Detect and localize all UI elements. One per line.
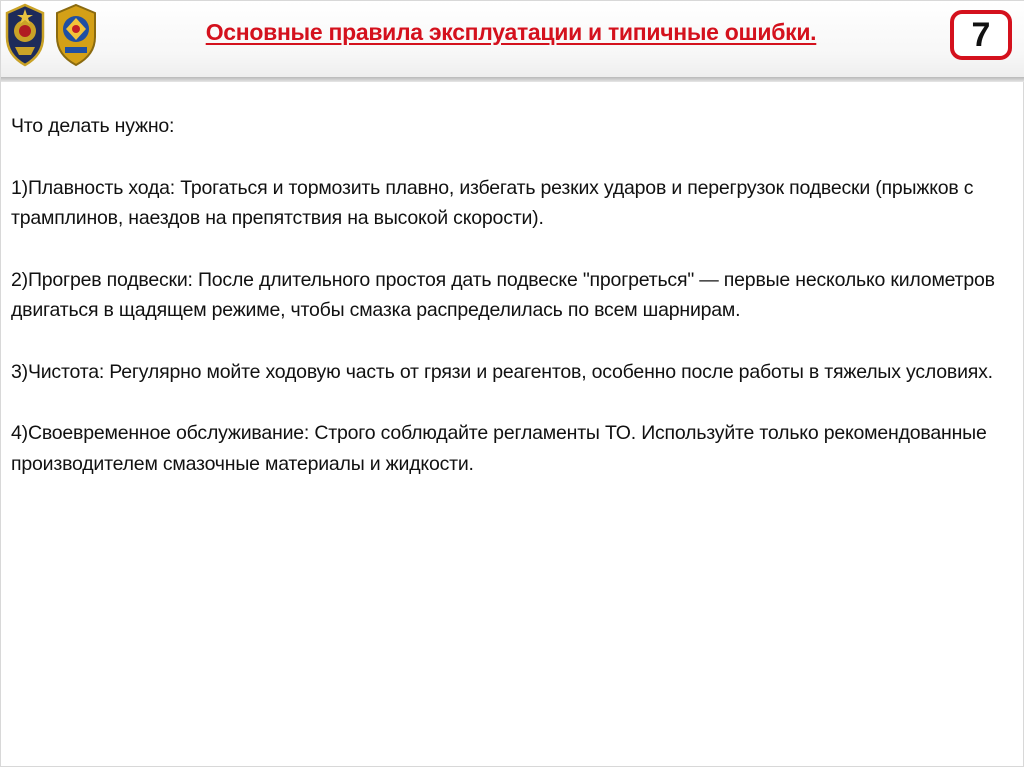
slide-header [1,1,1024,77]
rule-item-3: 3)Чистота: Регулярно мойте ходовую часть от грязи и реагентов, особенно после работы в тяжелых условиях. [11,360,993,383]
rule-item-1: 1)Плавность хода: Трогаться и тормозить плавно, избегать резких ударов и перегрузок подвески (прыжков с трамплинов, наездов на препятствия на высокой скорости). [11,176,974,229]
page-number-badge: 7 [950,10,1012,60]
emergency-ministry-emblem-icon [51,3,101,67]
page-title: Основные правила эксплуатации и типичные ошибки. [205,19,817,45]
rule-item-2: 2)Прогрев подвески: После длительного простоя дать подвеске "прогреться" — первые несколько километров двигаться в щадящем режиме, чтобы смазка распределилась по всем шарнирам. [11,268,995,321]
slide-content [11,111,1011,510]
military-emblem-icon [3,3,47,67]
header-divider [1,77,1024,82]
rule-item-4: 4)Своевременное обслуживание: Строго соблюдайте регламенты ТО. Используйте только рекомендованные производителем смазочные материалы и жидкости. [11,422,987,475]
intro-text: Что делать нужно: [11,115,175,137]
